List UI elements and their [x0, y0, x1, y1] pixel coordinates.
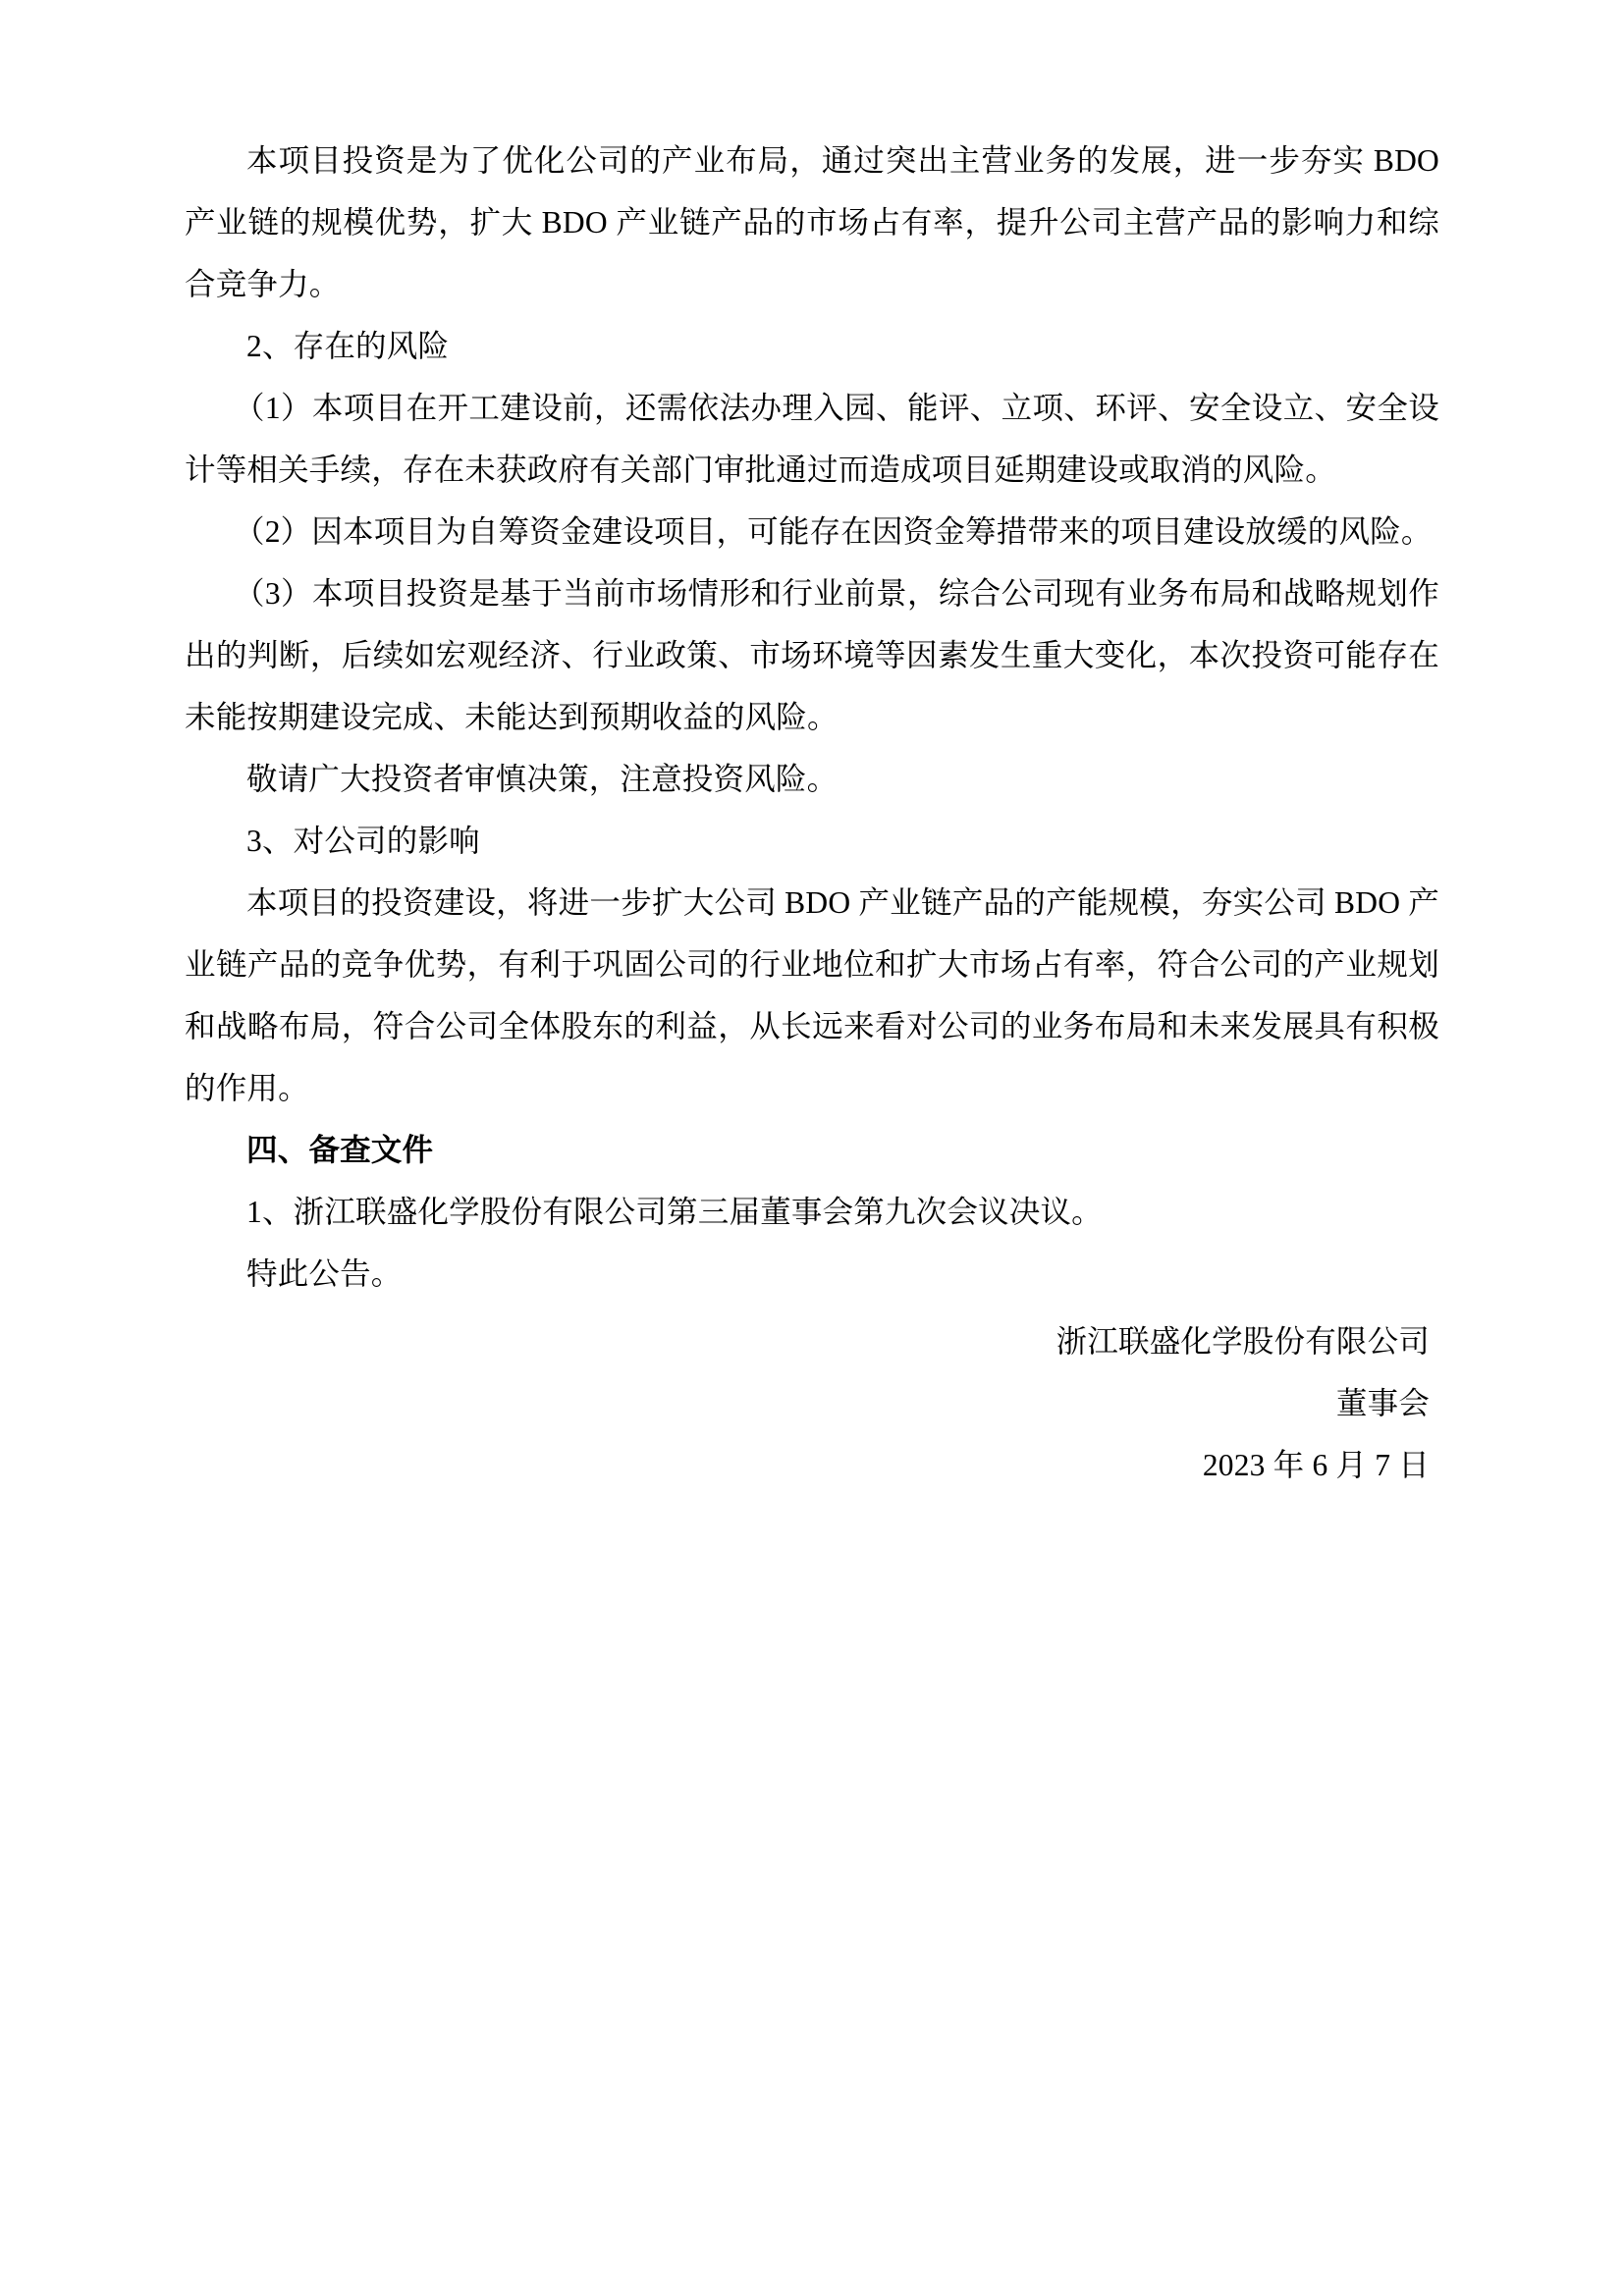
document-body	[185, 130, 1439, 1496]
paragraph-investment-purpose: 本项目投资是为了优化公司的产业布局，通过突出主营业务的发展，进一步夯实 BDO 产业链的规模优势，扩大 BDO 产业链产品的市场占有率，提升公司主营产品的影响力和综合竞争力。	[185, 143, 1439, 301]
reference-document-item-1: 1、浙江联盛化学股份有限公司第三届董事会第九次会议决议。	[246, 1195, 1103, 1229]
section-heading-reference-documents: 四、备查文件	[246, 1133, 434, 1167]
signature-date: 2023 年 6 月 7 日	[1202, 1448, 1430, 1482]
announcement-note: 特此公告。	[246, 1256, 403, 1291]
paragraph-risks-title: 2、存在的风险	[246, 329, 450, 363]
paragraph-impact-body: 本项目的投资建设，将进一步扩大公司 BDO 产业链产品的产能规模，夯实公司 BDO 产业链产品的竞争优势，有利于巩固公司的行业地位和扩大市场占有率，符合公司的产业规划和战略布局，符合公司全体股东的利益，从长远来看对公司的业务布局和未来发展具有积极的作用。	[185, 885, 1439, 1105]
paragraph-investor-notice: 敬请广大投资者审慎决策，注意投资风险。	[246, 762, 839, 796]
paragraph-risk-2: （2）因本项目为自筹资金建设项目，可能存在因资金筹措带来的项目建设放缓的风险。	[234, 514, 1433, 549]
signature-board: 董事会	[1335, 1386, 1430, 1420]
paragraph-risk-3: （3）本项目投资是基于当前市场情形和行业前景，综合公司现有业务布局和战略规划作出的判断，后续如宏观经济、行业政策、市场环境等因素发生重大变化，本次投资可能存在未能按期建设完成、未能达到预期收益的风险。	[185, 576, 1439, 734]
paragraph-risk-1: （1）本项目在开工建设前，还需依法办理入园、能评、立项、环评、安全设立、安全设计等相关手续，存在未获政府有关部门审批通过而造成项目延期建设或取消的风险。	[185, 391, 1439, 487]
signature-block	[185, 1310, 1439, 1496]
paragraph-impact-title: 3、对公司的影响	[246, 824, 480, 858]
signature-company: 浙江联盛化学股份有限公司	[1056, 1324, 1430, 1359]
